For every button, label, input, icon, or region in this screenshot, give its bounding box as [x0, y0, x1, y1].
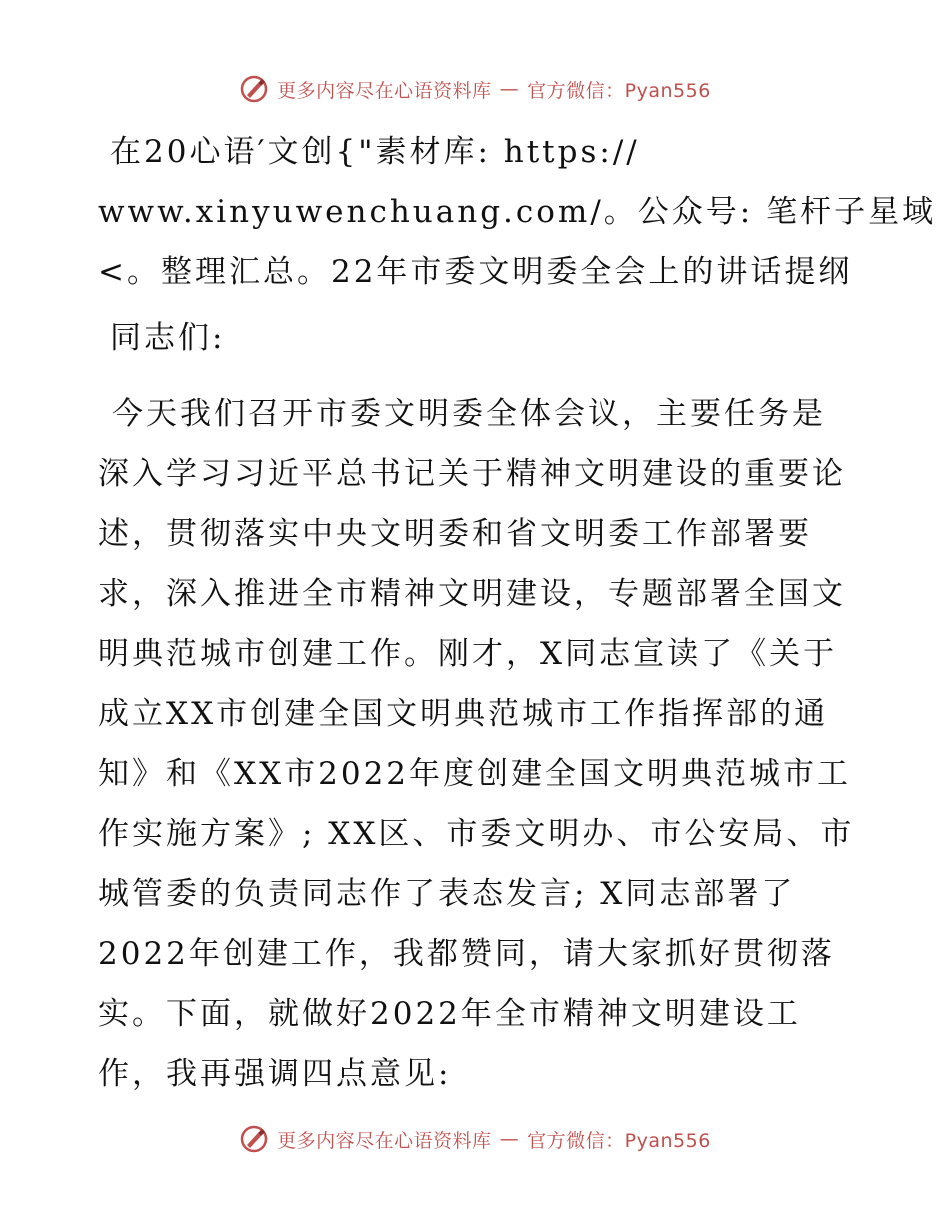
watermark-dash: — [499, 1128, 520, 1150]
salutation: 同志们: [110, 320, 226, 356]
body-line: 成立XX市创建全国文明典范城市工作指挥部的通 [98, 696, 829, 732]
watermark-text: 更多内容尽在心语资料库 [277, 79, 492, 102]
header-line-1: 在20心语′文创{"素材库: https:// [110, 134, 640, 170]
body-line: 作实施方案》; XX区、市委文明办、市公安局、市 [98, 816, 855, 852]
body-line: 城管委的负责同志作了表态发言; X同志部署了 [98, 876, 796, 912]
body-line: 实。下面，就做好2022年全市精神文明建设工 [98, 996, 801, 1032]
watermark-dash: — [499, 78, 520, 100]
header-line-2: www.xinyuwenchuang.com/。公众号: 笔杆子星域 [98, 194, 937, 230]
body-line: 今天我们召开市委文明委全体会议，主要任务是 [112, 396, 826, 432]
body-line: 知》和《XX市2022年度创建全国文明典范城市工 [98, 756, 852, 792]
body-line: 作，我再强调四点意见: [98, 1056, 452, 1092]
watermark-text: 更多内容尽在心语资料库 [277, 1129, 492, 1152]
watermark-bottom [0, 1124, 950, 1154]
body-line: 2022年创建工作，我都赞同，请大家抓好贯彻落 [98, 936, 835, 972]
watermark-contact: 官方微信：Pyan556 [527, 79, 711, 102]
body-line: 述，贯彻落实中央文明委和省文明委工作部署要 [98, 516, 812, 552]
header-line-3: <。整理汇总。22年市委文明委全会上的讲话提纲 [98, 254, 853, 290]
pen-logo-icon [239, 74, 269, 104]
pen-logo-icon [239, 1124, 269, 1154]
document-body [98, 122, 937, 1104]
body-paragraph [98, 384, 858, 1104]
watermark-top [0, 74, 950, 104]
body-line: 明典范城市创建工作。刚才，X同志宣读了《关于 [98, 636, 838, 672]
watermark-contact: 官方微信：Pyan556 [527, 1129, 711, 1152]
body-line: 求，深入推进全市精神文明建设，专题部署全国文 [98, 576, 846, 612]
body-line: 深入学习习近平总书记关于精神文明建设的重要论 [98, 456, 846, 492]
